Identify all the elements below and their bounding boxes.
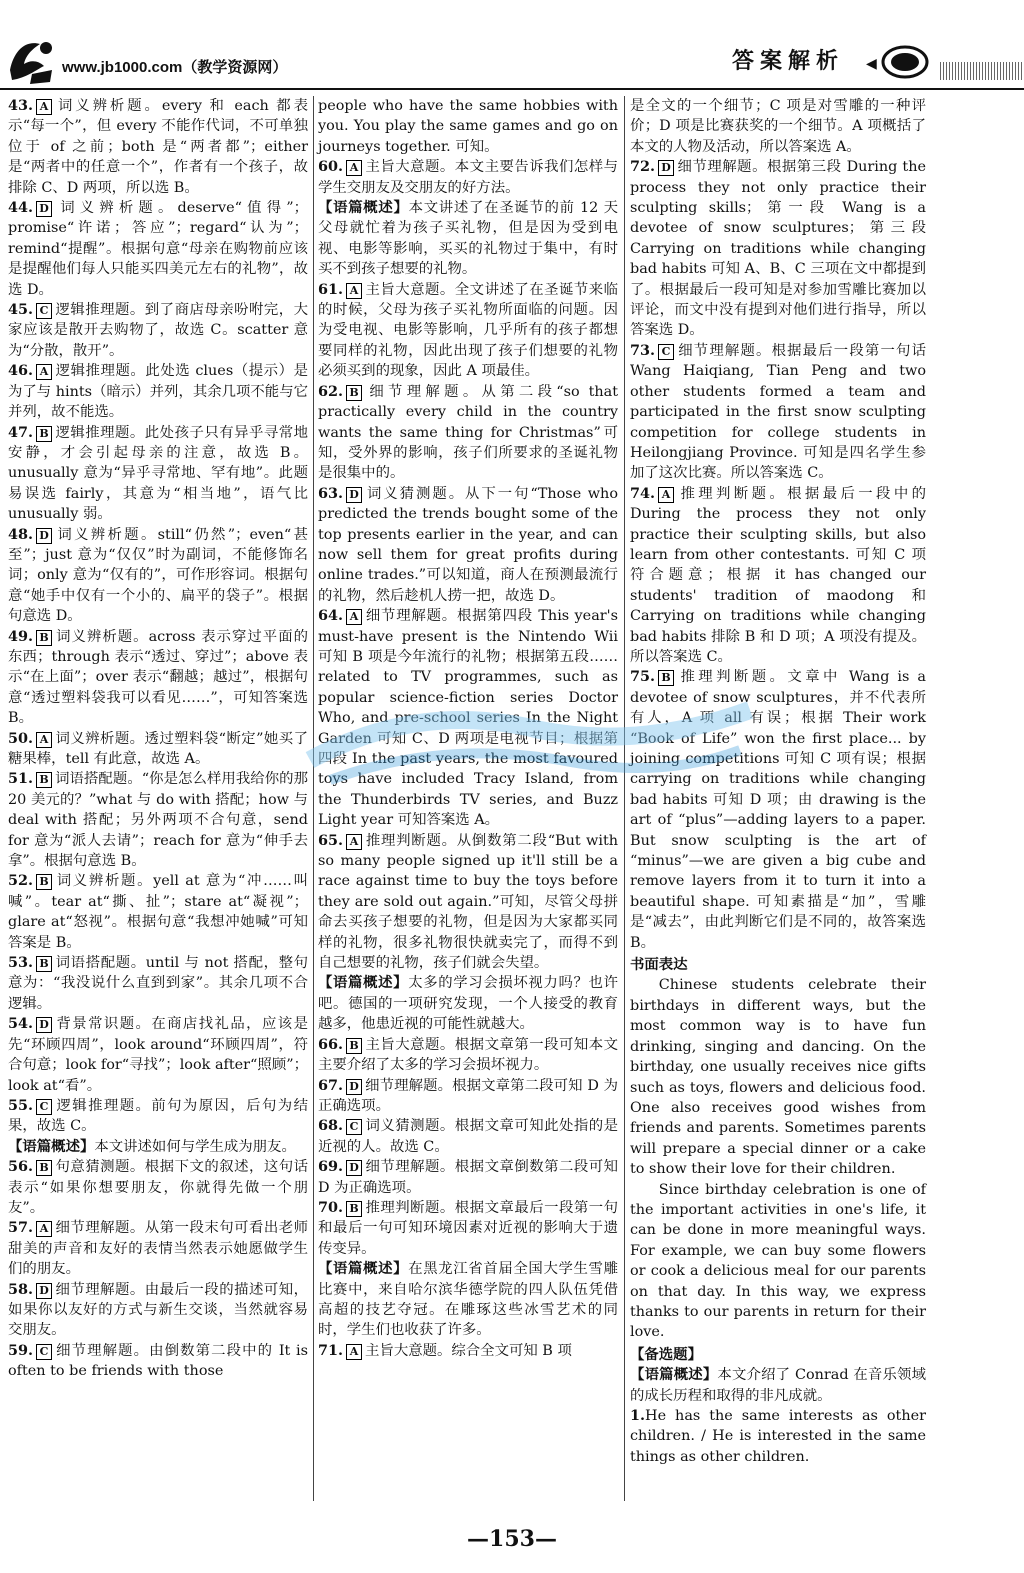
answer-text: 是全文的一个细节；C 项是对雪雕的一种评价；D 项是比赛获奖的一个细节。A 项概括了本文的人物及活动，所以答案选 A。 xyxy=(630,98,926,155)
answer-item xyxy=(318,1035,618,1076)
question-number: 63. xyxy=(318,484,344,502)
answer-item xyxy=(8,300,308,361)
question-number: 75. xyxy=(630,668,656,686)
question-number: 66. xyxy=(318,1035,344,1053)
answer-text: 细节理解题。根据最后一段第一句话 Wang Haiqiang, Tian Peng and two other students formed a team and participated in the first snow sculpting competition for college students in Heilongjiang Province. 可知是四名学生参加了这次比赛。所以答案选 C。 xyxy=(630,342,926,482)
answer-badge: B xyxy=(36,426,52,442)
answer-badge: A xyxy=(36,364,52,380)
answer-text: 细节理解题。由最后一段的描述可知，如果你以友好的方式与新生交谈，当然就容易交朋友。 xyxy=(8,1281,308,1339)
question-number: 61. xyxy=(318,280,344,298)
answer-text: 词义辨析题。deserve“值得”；promise“许诺；答应”；regard“认为”；remind“提醒”。根据句意“母亲在购物前应该是提醒他们每人只能买四美元左右的礼物”，故选 D。 xyxy=(8,200,308,298)
answer-badge: D xyxy=(36,1283,52,1299)
answer-text: 词义猜测题。从下一句“Those who predicted the trends bought some of the top presents earlier in the year, and can now sell them for great profits during online trades.”可以知道，商人在预测最流行的礼物，然后趁机人捞一把，故选 D。 xyxy=(318,485,618,604)
answer-badge: B xyxy=(658,670,674,686)
essay-block xyxy=(630,975,926,1342)
answer-badge: C xyxy=(658,344,674,360)
question-number: 67. xyxy=(318,1076,344,1094)
answer-item xyxy=(8,198,308,300)
answer-text: 逻辑推理题。此处选 clues（提示）是为了与 hints（暗示）并列，其余几项不能与它并列，故不能选。 xyxy=(8,363,308,421)
answer-badge: D xyxy=(346,1079,362,1095)
header-hatch-decoration xyxy=(940,62,1024,80)
answer-item xyxy=(318,606,618,830)
answer-text: 句意猜测题。根据下文的叙述，这句话表示“如果你想要朋友，你就得先做一个朋友”。 xyxy=(8,1159,308,1216)
summary-label: 【语篇概述】 xyxy=(318,1260,409,1278)
answer-item xyxy=(8,1014,308,1096)
answer-item xyxy=(318,1259,618,1341)
answer-text: 逻辑推理题。前句为原因，后句为结果，故选 C。 xyxy=(8,1097,308,1135)
answer-item xyxy=(630,157,926,341)
answer-text: 逻辑推理题。此处孩子只有异乎寻常地安静，才会引起母亲的注意，故选 B。unusually 意为“异乎寻常地、罕有地”。此题易误选 fairly，其意为“相当地”，语气比 unusually 弱。 xyxy=(8,424,308,523)
answer-badge: A xyxy=(346,1344,362,1360)
answer-item xyxy=(8,953,308,1014)
answer-item xyxy=(8,423,308,525)
answer-text: 主旨大意题。全文讲述了在圣诞节来临的时候，父母为孩子买礼物所面临的问题。因为受电视、电影等影响，几乎所有的孩子都想要同样的礼物，因此出现了孩子们想要的礼物必须买到的现象，因此 A 项最佳。 xyxy=(318,281,618,380)
answer-text: 主旨大意题。综合全文可知 B 项 xyxy=(365,1342,572,1359)
answer-item xyxy=(630,96,926,157)
answer-text: 逻辑推理题。到了商店母亲吩咐完，大家应该是散开去购物了，故选 C。scatter 意为“分散，散开”。 xyxy=(8,302,308,359)
answer-text: 细节理解题。根据文章倒数第二段可知 D 为正确选项。 xyxy=(318,1159,618,1196)
answer-badge: B xyxy=(36,956,52,972)
answer-item xyxy=(630,667,926,953)
answer-text: 主旨大意题。根据文章第一段可知本文主要介绍了太多的学习会损坏视力。 xyxy=(318,1036,618,1074)
answer-badge: B xyxy=(36,1160,52,1176)
question-number: 52. xyxy=(8,872,34,890)
answer-badge: B xyxy=(346,385,362,401)
answer-item xyxy=(318,1157,618,1198)
answer-badge: B xyxy=(36,874,52,890)
answer-badge: C xyxy=(346,1119,362,1135)
question-number: 44. xyxy=(8,199,34,217)
answer-item xyxy=(8,96,308,198)
header-rule xyxy=(0,88,1024,90)
question-number: 48. xyxy=(8,525,34,543)
answer-badge: A xyxy=(346,609,362,625)
column-divider xyxy=(624,96,625,1501)
question-number: 70. xyxy=(318,1198,344,1216)
answer-item xyxy=(630,1406,926,1467)
answer-item xyxy=(8,627,308,729)
answer-item xyxy=(318,1116,618,1157)
answer-text: 本文介绍了 Conrad 在音乐领域的成长历程和取得的非凡成就。 xyxy=(630,1367,926,1404)
answer-text: 本文讲述了在圣诞节的前 12 天父母就忙着为孩子买礼物，但是因为受到电视、电影等影响，买买的礼物过于集中，有时买不到孩子想要的礼物。 xyxy=(318,200,618,278)
answer-text: people who have the same hobbies with you. You play the same games and go on journeys together. 可知。 xyxy=(318,98,618,155)
question-number: 62. xyxy=(318,382,344,400)
answer-text: 在黑龙江省首届全国大学生雪雕比赛中，来自哈尔滨华德学院的四人队伍凭借高超的技艺夺冠。在雕琢这些冰雪艺术的同时，学生们也收获了许多。 xyxy=(318,1261,618,1339)
answer-item xyxy=(8,1218,308,1279)
arrow-left-icon: ◀ xyxy=(866,56,877,72)
question-number: 72. xyxy=(630,158,656,176)
question-number: 1. xyxy=(630,1407,646,1424)
answer-text: 词义辨析题。every 和 each 都表示“每一个”，但 every 不能作代词，不可单独位于 of 之前；both 是“两者都”；either 是“两者中的任意一个”，作者有一个孩子，故排除 C、D 两项，所以选 B。 xyxy=(8,98,308,196)
answer-text: 推理判断题。文章中 Wang is a devotee of snow sculptures，并不代表所有人，A 项 all 有误；根据 Their work “Book of Life” won the first place... by joining competitions 可知 C 项有误；根据 carrying on traditions while changing bad habits 可知 D 项；由 drawing is the art of “plus”—adding layers to a paper. But snow sculpting is the art of “minus”—we are given a big cube and remove layers from it to turn it into a beautiful shape. 可知素描是“加”，雪雕是“减去”，由此判断它们是不同的，故答案选 B。 xyxy=(630,669,926,951)
question-number: 51. xyxy=(8,770,34,788)
answer-badge: A xyxy=(346,283,362,299)
answer-item xyxy=(318,1198,618,1259)
question-number: 46. xyxy=(8,362,34,380)
answer-column-2 xyxy=(318,96,618,1361)
summary-label: 【语篇概述】 xyxy=(318,974,409,992)
answer-item xyxy=(318,280,618,382)
answer-badge: A xyxy=(658,487,674,503)
question-number: 74. xyxy=(630,484,656,502)
answer-badge: D xyxy=(36,1017,52,1033)
answer-item xyxy=(8,361,308,422)
page-number: —153— xyxy=(467,1526,557,1552)
summary-label: 【语篇概述】 xyxy=(8,1137,95,1155)
answer-badge: D xyxy=(346,487,362,503)
answer-text: 推理判断题。从倒数第二段“But with so many people signed up it'll still be a race against time to buy the toys before they are sold out again.”可知，尽管父母拼命去买孩子想要的礼物，但是因为大家都买同样的礼物，很多礼物很快就卖完了，而得不到自己想要的礼物，孩子们就会失望。 xyxy=(318,832,618,972)
answer-text: 细节理解题。从第一段末句可看出老师甜美的声音和友好的表情当然表示她愿做学生们的朋友。 xyxy=(8,1220,308,1278)
question-number: 53. xyxy=(8,954,34,972)
answer-badge: C xyxy=(36,1099,52,1115)
question-number: 49. xyxy=(8,627,34,645)
question-number: 45. xyxy=(8,301,34,319)
question-number: 59. xyxy=(8,1341,34,1359)
answer-item xyxy=(8,1280,308,1341)
answer-column-1 xyxy=(8,96,308,1382)
answer-item xyxy=(630,484,926,668)
essay-paragraph: Since birthday celebration is one of the important activities in one's life, it can be done in more meaningful ways. For example, we can buy some flowers or cook a delicious meal for our parents on that day. In this way, we express thanks to our parents in return for their love. xyxy=(630,1181,926,1341)
answer-badge: A xyxy=(36,732,52,748)
answer-text: 细节理解题。根据第三段 During the process they not only practice their sculpting skills；第一段 Wang is a devotee of snow sculptures；第三段 Carrying on traditions while changing bad habits 可知 A、B、C 三项在文中都提到了。根据最后一段可知是对参加雪雕比赛加以评论，而文中没有提到对他们进行指导，所以答案选 D。 xyxy=(630,159,926,339)
answer-text: 主旨大意题。本文主要告诉我们怎样与学生交朋友及交朋友的好方法。 xyxy=(318,159,618,196)
answer-text: 词义辨析题。still“仍然”；even“甚至”；just 意为“仅仅”时为副词，不能修饰名词；only 意为“仅有的”，可作形容词。根据句意“她手中仅有一个小的、扁平的袋子”。根据句意选 D。 xyxy=(8,526,308,625)
answer-badge: B xyxy=(346,1201,362,1217)
question-number: 57. xyxy=(8,1219,34,1237)
answer-item xyxy=(8,769,308,871)
answer-item xyxy=(318,1341,618,1361)
answer-item xyxy=(8,1096,308,1137)
question-number: 58. xyxy=(8,1280,34,1298)
section-label: 书面表达 xyxy=(630,956,688,974)
answer-badge: A xyxy=(346,160,362,176)
section-label: 【备选题】 xyxy=(630,1345,702,1363)
question-number: 54. xyxy=(8,1015,34,1033)
answer-item xyxy=(318,157,618,198)
answer-item xyxy=(318,96,618,157)
question-number: 50. xyxy=(8,729,34,747)
answer-text: 词义辨析题。across 表示穿过平面的东西；through 表示“透过、穿过”；above 表示“在上面”；over 表示“翻越；越过”，根据句意“透过塑料袋我可以看见……”，可知答案选 B。 xyxy=(8,628,308,727)
answer-text: 背景常识题。在商店找礼品，应该是先“环顾四周”，look around“环顾四周”，符合句意；look for“寻找”；look after“照顾”；look at“看”。 xyxy=(8,1016,308,1094)
answer-text: 细节理解题。根据第四段 This year's must-have present is the Nintendo Wii 可知 B 项是今年流行的礼物；根据第五段……related to TV programmes, such as popular science-fiction series Doctor Who, and pre-school series In the Night Garden 可知 C、D 两项是电视节目；根据第四段 In the past years, the most favoured toys have included Tracy Island, from the Thunderbirds TV series, and Buzz Light year 可知答案选 A。 xyxy=(318,608,618,829)
question-number: 73. xyxy=(630,341,656,359)
answer-text: 本文讲述如何与学生成为朋友。 xyxy=(94,1138,296,1155)
answer-item xyxy=(8,1157,308,1218)
answer-badge: B xyxy=(36,630,52,646)
answer-item xyxy=(630,341,926,484)
question-number: 47. xyxy=(8,423,34,441)
answer-text: 细节理解题。根据文章第二段可知 D 为正确选项。 xyxy=(318,1077,618,1114)
site-url: www.jb1000.com（教学资源网） xyxy=(62,59,288,76)
answer-text: 词语搭配题。until 与 not 搭配，整句意为：“我没说什么直到到家”。其余几项不合逻辑。 xyxy=(8,955,308,1012)
answer-badge: C xyxy=(36,303,52,319)
page-header xyxy=(0,0,1024,92)
answer-badge: D xyxy=(658,160,674,176)
answer-item xyxy=(318,973,618,1034)
emblem-icon xyxy=(880,44,930,80)
column-divider xyxy=(313,96,314,1501)
answer-text: 太多的学习会损坏视力吗？也许吧。德国的一项研究发现，一个人接受的教育越多，他患近视的可能性就越大。 xyxy=(318,975,618,1033)
answer-text: 词义猜测题。根据文章可知此处指的是近视的人。故选 C。 xyxy=(318,1118,618,1155)
answer-item xyxy=(318,382,618,484)
answer-item xyxy=(8,729,308,770)
answer-badge: D xyxy=(36,528,52,544)
answer-text: 细节理解题。由倒数第二段中的 It is often to be friends with those xyxy=(8,1342,308,1380)
answer-text: He has the same interests as other children. / He is interested in the same things as other children. xyxy=(630,1408,926,1465)
answer-text: 词义辨析题。yell at 意为“冲……叫喊”。tear at“撕、扯”；stare at“凝视”；glare at“怒视”。根据句意“我想冲她喊”可知答案是 B。 xyxy=(8,873,308,951)
summary-label: 【语篇概述】 xyxy=(318,199,409,217)
essay-paragraph: Chinese students celebrate their birthdays in different ways, but the most common way is to have fun drinking, singing and dancing. On the birthday, one usually receives nice gifts such as toys, flowers and delicious food. One also receives good wishes from friends and parents. Sometimes parents will prepare a special dinner or a cake to show their love for their children. xyxy=(630,977,926,1178)
answer-item xyxy=(318,1076,618,1117)
question-number: 68. xyxy=(318,1117,344,1135)
answer-badge: C xyxy=(36,1344,52,1360)
answer-column-3 xyxy=(630,96,926,1467)
answer-badge: D xyxy=(36,201,52,217)
answer-badge: A xyxy=(36,1221,52,1237)
section-title: 答案解析 xyxy=(732,49,845,74)
question-number: 56. xyxy=(8,1158,34,1176)
question-number: 64. xyxy=(318,607,344,625)
brand-logo-icon xyxy=(6,30,58,86)
answer-text: 推理判断题。根据最后一段中的 During the process they not only practice their sculpting skills, but also learn from other contestants. 可知 C 项符合题意；根据 it has changed our students' tradition of maodong 和 Carrying on traditions while changing bad habits 排除 B 和 D 项；A 项没有提及。所以答案选 C。 xyxy=(630,485,926,665)
question-number: 69. xyxy=(318,1158,344,1176)
answer-item xyxy=(318,198,618,280)
question-number: 43. xyxy=(8,97,34,114)
answer-item xyxy=(8,1137,308,1157)
answer-badge: B xyxy=(346,1038,362,1054)
answer-text: 推理判断题。根据文章最后一段第一句和最后一句可知环境因素对近视的影响大于遗传变异。 xyxy=(318,1199,618,1257)
answer-text: 词语搭配题。“你是怎么样用我给你的那 20 美元的？”what 与 do with 搭配；how 与 deal with 搭配；另外两项不合句意，send for 意为“派人去请”；reach for 意为“伸手去拿”。根据句意选 B。 xyxy=(8,771,308,870)
question-number: 65. xyxy=(318,831,344,849)
answer-badge: B xyxy=(36,772,52,788)
answer-item xyxy=(8,525,308,627)
answer-badge: A xyxy=(346,834,362,850)
answer-badge: A xyxy=(36,99,52,115)
question-number: 71. xyxy=(318,1341,344,1359)
answer-item xyxy=(630,1365,926,1406)
answer-item xyxy=(318,484,618,606)
answer-badge: D xyxy=(346,1160,362,1176)
answer-item xyxy=(8,1341,308,1382)
answer-item xyxy=(318,831,618,974)
question-number: 55. xyxy=(8,1096,34,1114)
question-number: 60. xyxy=(318,158,344,176)
summary-label: 【语篇概述】 xyxy=(630,1366,718,1384)
answer-text: 细节理解题。从第二段“so that practically every child in the country wants the same thing for Christmas”可知，受外界的影响，孩子们所要求的圣诞礼物是很集中的。 xyxy=(318,383,618,482)
answer-item xyxy=(8,871,308,953)
answer-text: 词义辨析题。透过塑料袋“断定”她买了糖果棒，tell 有此意，故选 A。 xyxy=(8,730,308,767)
